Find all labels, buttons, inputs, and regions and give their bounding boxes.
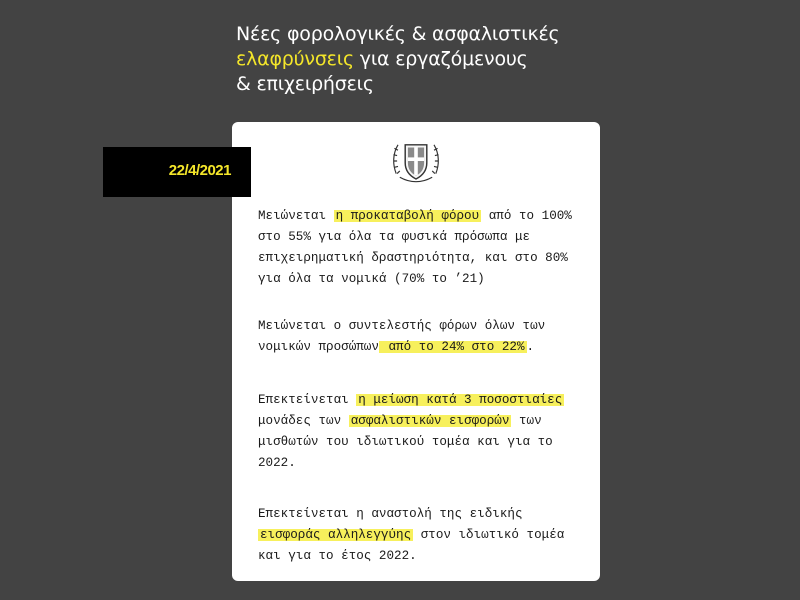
highlighted-text: από το 24% στο 22% bbox=[380, 340, 525, 354]
announcement-card bbox=[232, 122, 600, 581]
text-segment: . bbox=[526, 340, 535, 354]
highlighted-text: η μείωση κατά 3 ποσοστιαίες bbox=[358, 393, 563, 407]
paragraph-solidarity-levy bbox=[258, 504, 588, 567]
title-line-2-rest: για εργαζόμενους bbox=[353, 48, 528, 70]
highlighted-text: η προκαταβολή φόρου bbox=[335, 209, 480, 223]
highlighted-text: ασφαλιστικών εισφορών bbox=[350, 414, 510, 428]
title-line-1: Νέες φορολογικές & ασφαλιστικές bbox=[236, 23, 560, 45]
text-line: και για το έτος 2022. bbox=[258, 549, 417, 563]
date-badge bbox=[103, 147, 251, 197]
title-line-3: & επιχειρήσεις bbox=[236, 73, 374, 95]
title-line-2 bbox=[236, 47, 636, 72]
text-segment: στον ιδιωτικό τομέα bbox=[413, 528, 565, 542]
paragraph-corporate-tax bbox=[258, 316, 588, 358]
greek-coat-of-arms-icon bbox=[389, 134, 443, 188]
text-line bbox=[258, 337, 588, 358]
text-line: επιχειρηματική δραστηριότητα, και στο 80% bbox=[258, 251, 568, 265]
text-line: 2022. bbox=[258, 456, 296, 470]
text-segment: Επεκτείνεται bbox=[258, 393, 357, 407]
text-line bbox=[258, 411, 588, 432]
text-segment: Μειώνεται bbox=[258, 209, 334, 223]
text-line: Μειώνεται ο συντελεστής φόρων όλων των bbox=[258, 319, 546, 333]
text-segment: νομικών προσώπων bbox=[258, 340, 379, 354]
text-line bbox=[258, 525, 588, 546]
text-segment: μονάδες των bbox=[258, 414, 349, 428]
date-label: 22/4/2021 bbox=[168, 162, 231, 179]
highlighted-text: εισφοράς αλληλεγγύης bbox=[260, 528, 412, 542]
paragraph-insurance-contributions bbox=[258, 390, 588, 474]
text-line: μισθωτών του ιδιωτικού τομέα και για το bbox=[258, 435, 553, 449]
text-line: στο 55% για όλα τα φυσικά πρόσωπα με bbox=[258, 230, 531, 244]
text-line: Επεκτείνεται η αναστολή της ειδικής bbox=[258, 507, 523, 521]
title-highlight: ελαφρύνσεις bbox=[236, 48, 354, 70]
text-line bbox=[258, 206, 588, 227]
page-title bbox=[236, 22, 636, 97]
paragraph-advance-tax bbox=[258, 206, 588, 290]
text-line bbox=[258, 390, 588, 411]
text-segment: των bbox=[511, 414, 542, 428]
text-line: για όλα τα νομικά (70% το ’21) bbox=[258, 272, 485, 286]
text-segment: από το 100% bbox=[481, 209, 572, 223]
